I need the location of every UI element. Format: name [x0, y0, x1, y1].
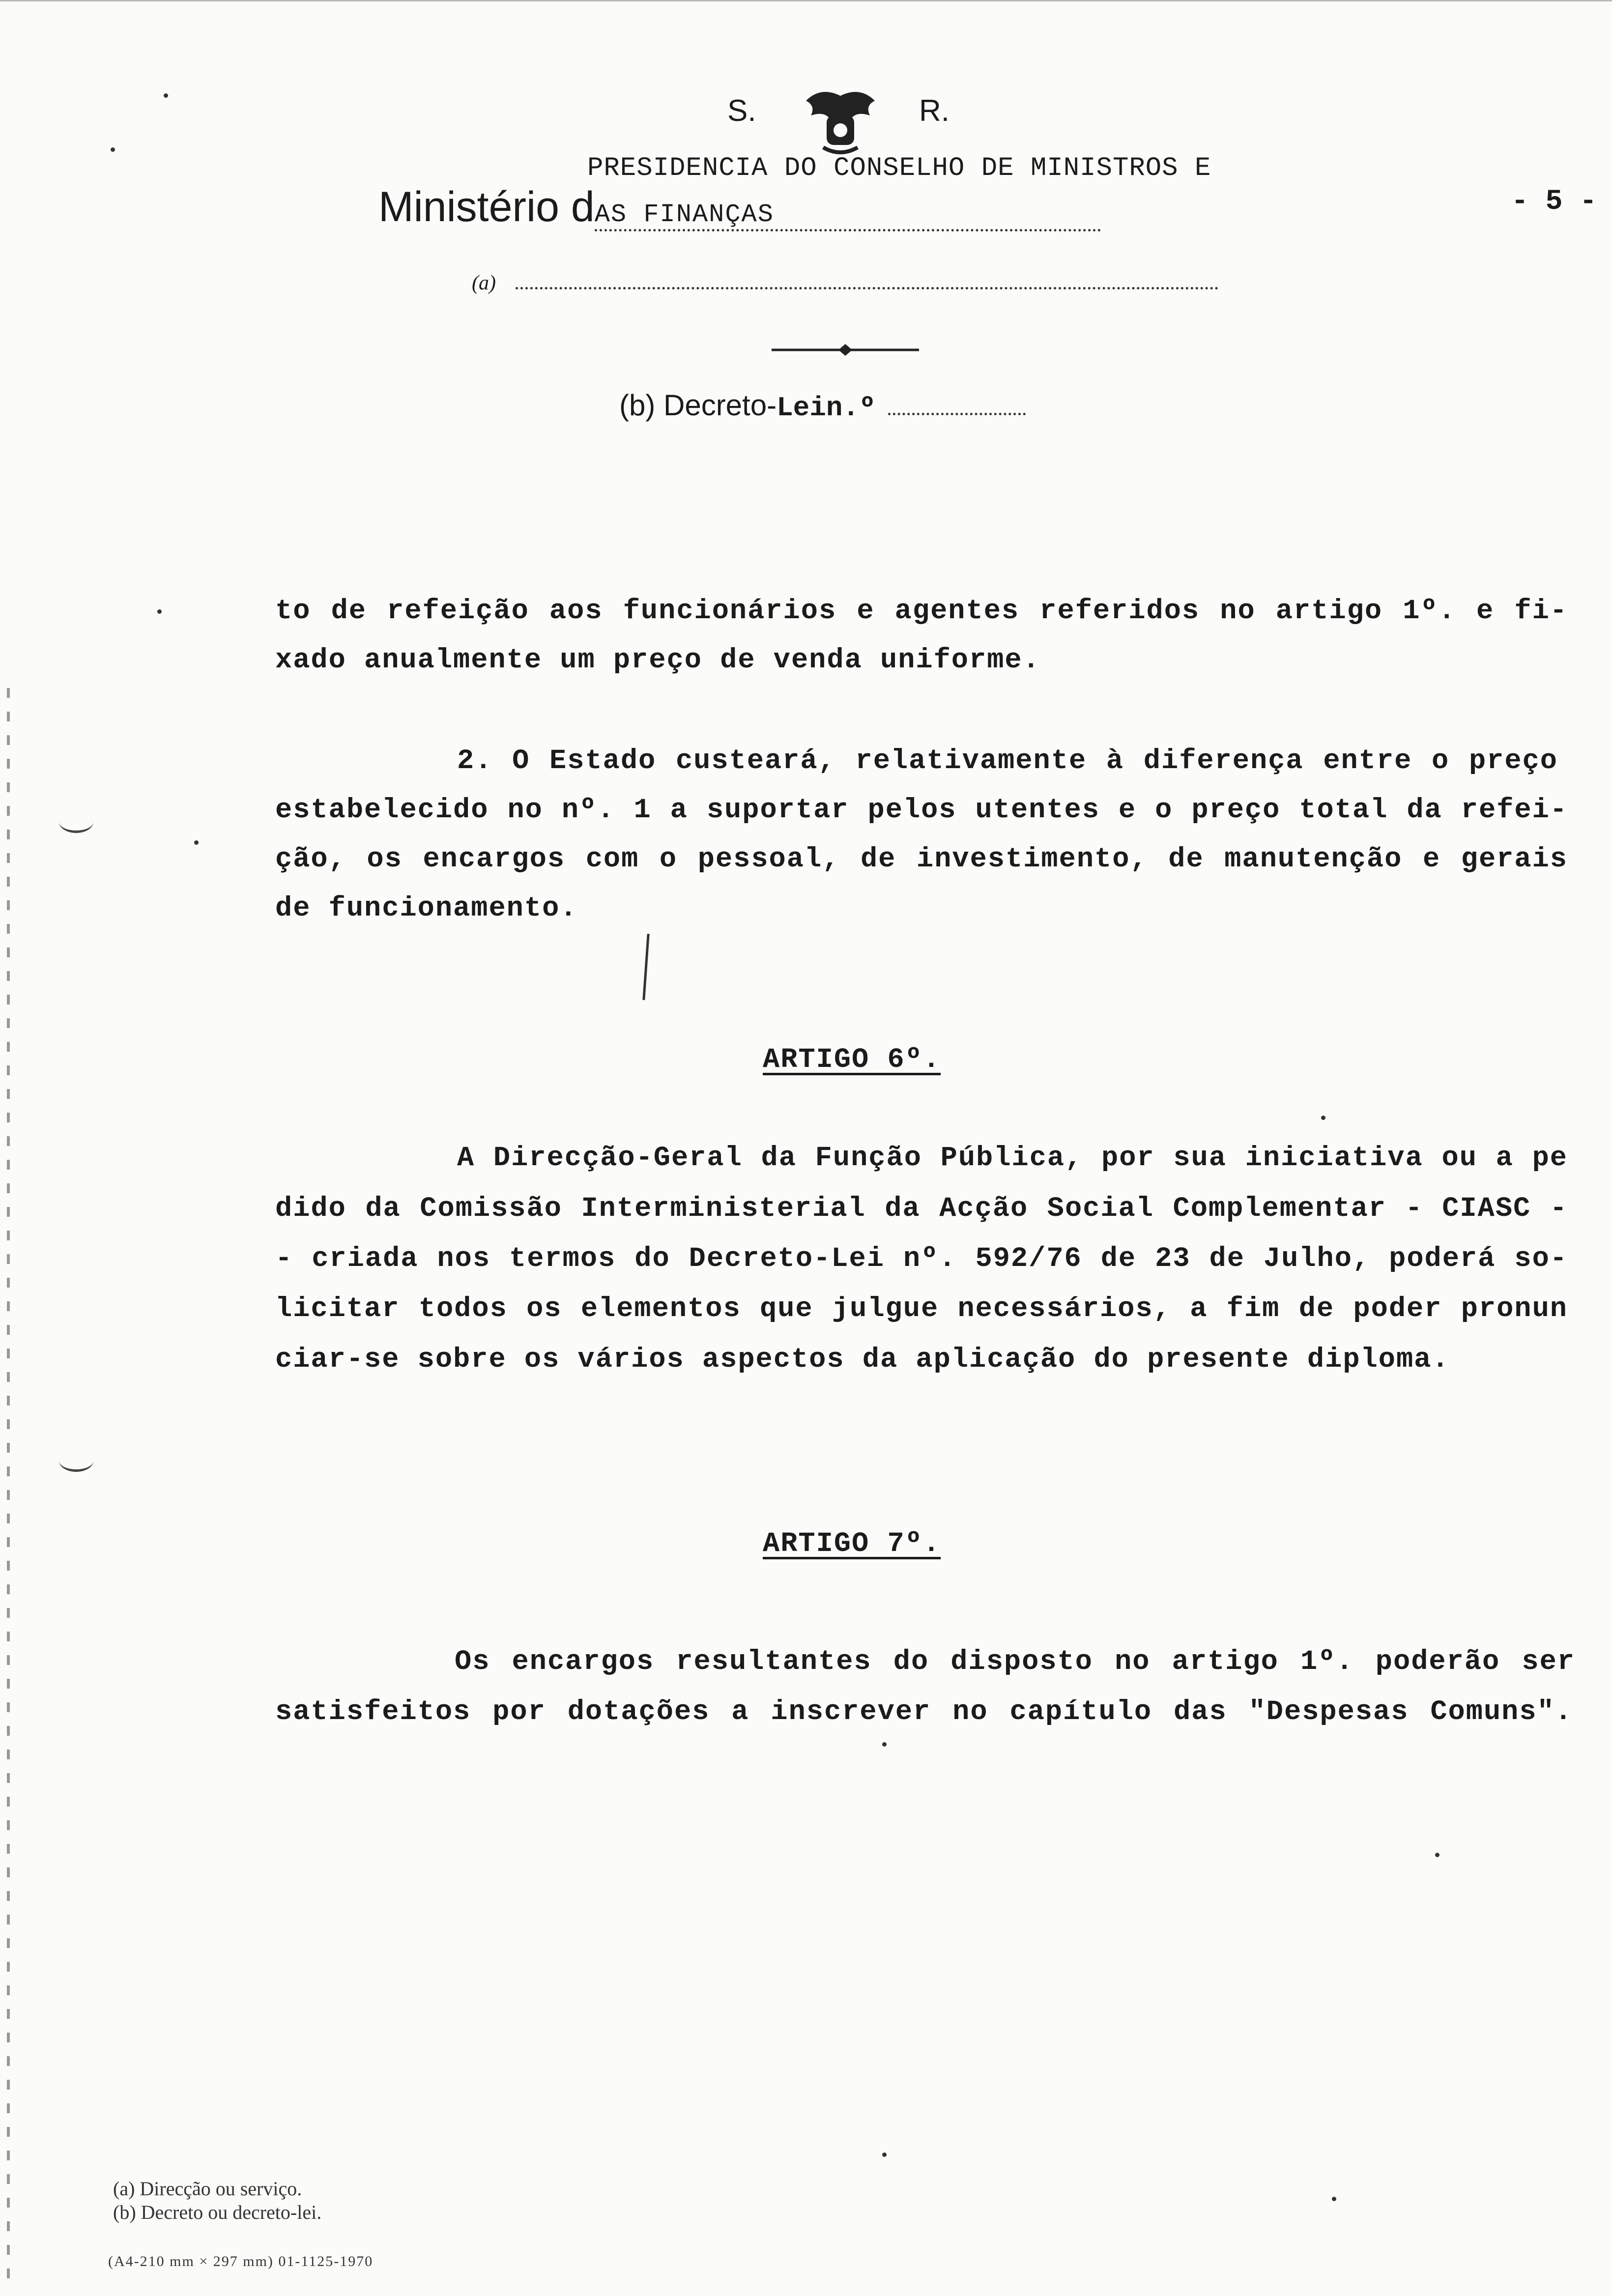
field-b	[619, 388, 1026, 424]
speck	[1321, 1116, 1325, 1120]
ministry-suffix: AS FINANÇAS	[595, 200, 1101, 231]
paragraph-2-line: 2. O Estado custeará, relativamente à diferença entre o preço	[457, 746, 1558, 777]
article-6-line: ciar-se sobre os vários aspectos da aplicação do presente diploma.	[275, 1344, 1450, 1376]
seal-right-letter: R.	[919, 94, 950, 128]
paragraph-2-line: de funcionamento.	[275, 893, 578, 924]
speck	[882, 2152, 887, 2157]
paragraph-2-line: estabelecido no nº. 1 a suportar pelos utentes e o preço total da refei-	[275, 795, 1568, 826]
speck	[164, 93, 168, 98]
ministry-prefix: Ministério d	[378, 183, 595, 230]
form-print-reference: (A4-210 mm × 297 mm) 01-1125-1970	[108, 2253, 374, 2269]
article-6-heading: ARTIGO 6º.	[763, 1044, 941, 1076]
field-b-value: Lein.º	[777, 392, 876, 424]
article-6-line: A Direcção-Geral da Função Pública, por sua iniciativa ou a pe	[457, 1143, 1568, 1174]
page-number: - 5 -	[1511, 186, 1597, 218]
seal-left-letter: S.	[727, 94, 756, 128]
speck	[1435, 1853, 1439, 1857]
article-7-heading: ARTIGO 7º.	[763, 1528, 941, 1560]
field-a	[472, 271, 1218, 295]
top-edge-line	[0, 0, 1612, 1]
field-b-label: (b) Decreto-	[619, 389, 777, 422]
article-6-line: - criada nos termos do Decreto-Lei nº. 592/76 de 23 de Julho, poderá so-	[275, 1243, 1568, 1275]
continuation-line: to de refeição aos funcionários e agentes referidos no artigo 1º. e fi-	[275, 596, 1568, 627]
field-b-blank	[888, 406, 1026, 415]
coat-of-arms-icon	[796, 81, 885, 155]
speck	[882, 1742, 887, 1747]
article-7-line: Os encargos resultantes do disposto no artigo 1º. poderão ser	[455, 1646, 1575, 1678]
speck	[194, 840, 199, 845]
continuation-line: xado anualmente um preço de venda uniforme.	[275, 645, 1040, 676]
margin-mark	[59, 811, 93, 833]
ministry-line	[378, 183, 1307, 231]
ornament-divider-icon	[772, 342, 919, 358]
article-7-line: satisfeitos por dotações a inscrever no capítulo das "Despesas Comuns".	[275, 1696, 1573, 1728]
field-a-label: (a)	[472, 272, 496, 294]
paragraph-2-line: ção, os encargos com o pessoal, de investimento, de manutenção e gerais	[275, 844, 1568, 875]
footnote-b: (b) Decreto ou decreto-lei.	[113, 2201, 322, 2223]
footnote-a: (a) Direcção ou serviço.	[113, 2178, 302, 2200]
article-6-line: dido da Comissão Interministerial da Acção Social Complementar - CIASC -	[275, 1193, 1568, 1225]
presidency-line: PRESIDENCIA DO CONSELHO DE MINISTROS E	[587, 153, 1211, 183]
binding-holes	[7, 688, 10, 2285]
field-a-blank	[516, 280, 1218, 289]
margin-mark	[59, 1450, 93, 1472]
pen-stroke	[642, 934, 649, 1000]
speck	[111, 147, 115, 152]
article-6-line: licitar todos os elementos que julgue necessários, a fim de poder pronun	[275, 1293, 1568, 1325]
speck	[1332, 2197, 1336, 2201]
speck	[157, 609, 162, 614]
